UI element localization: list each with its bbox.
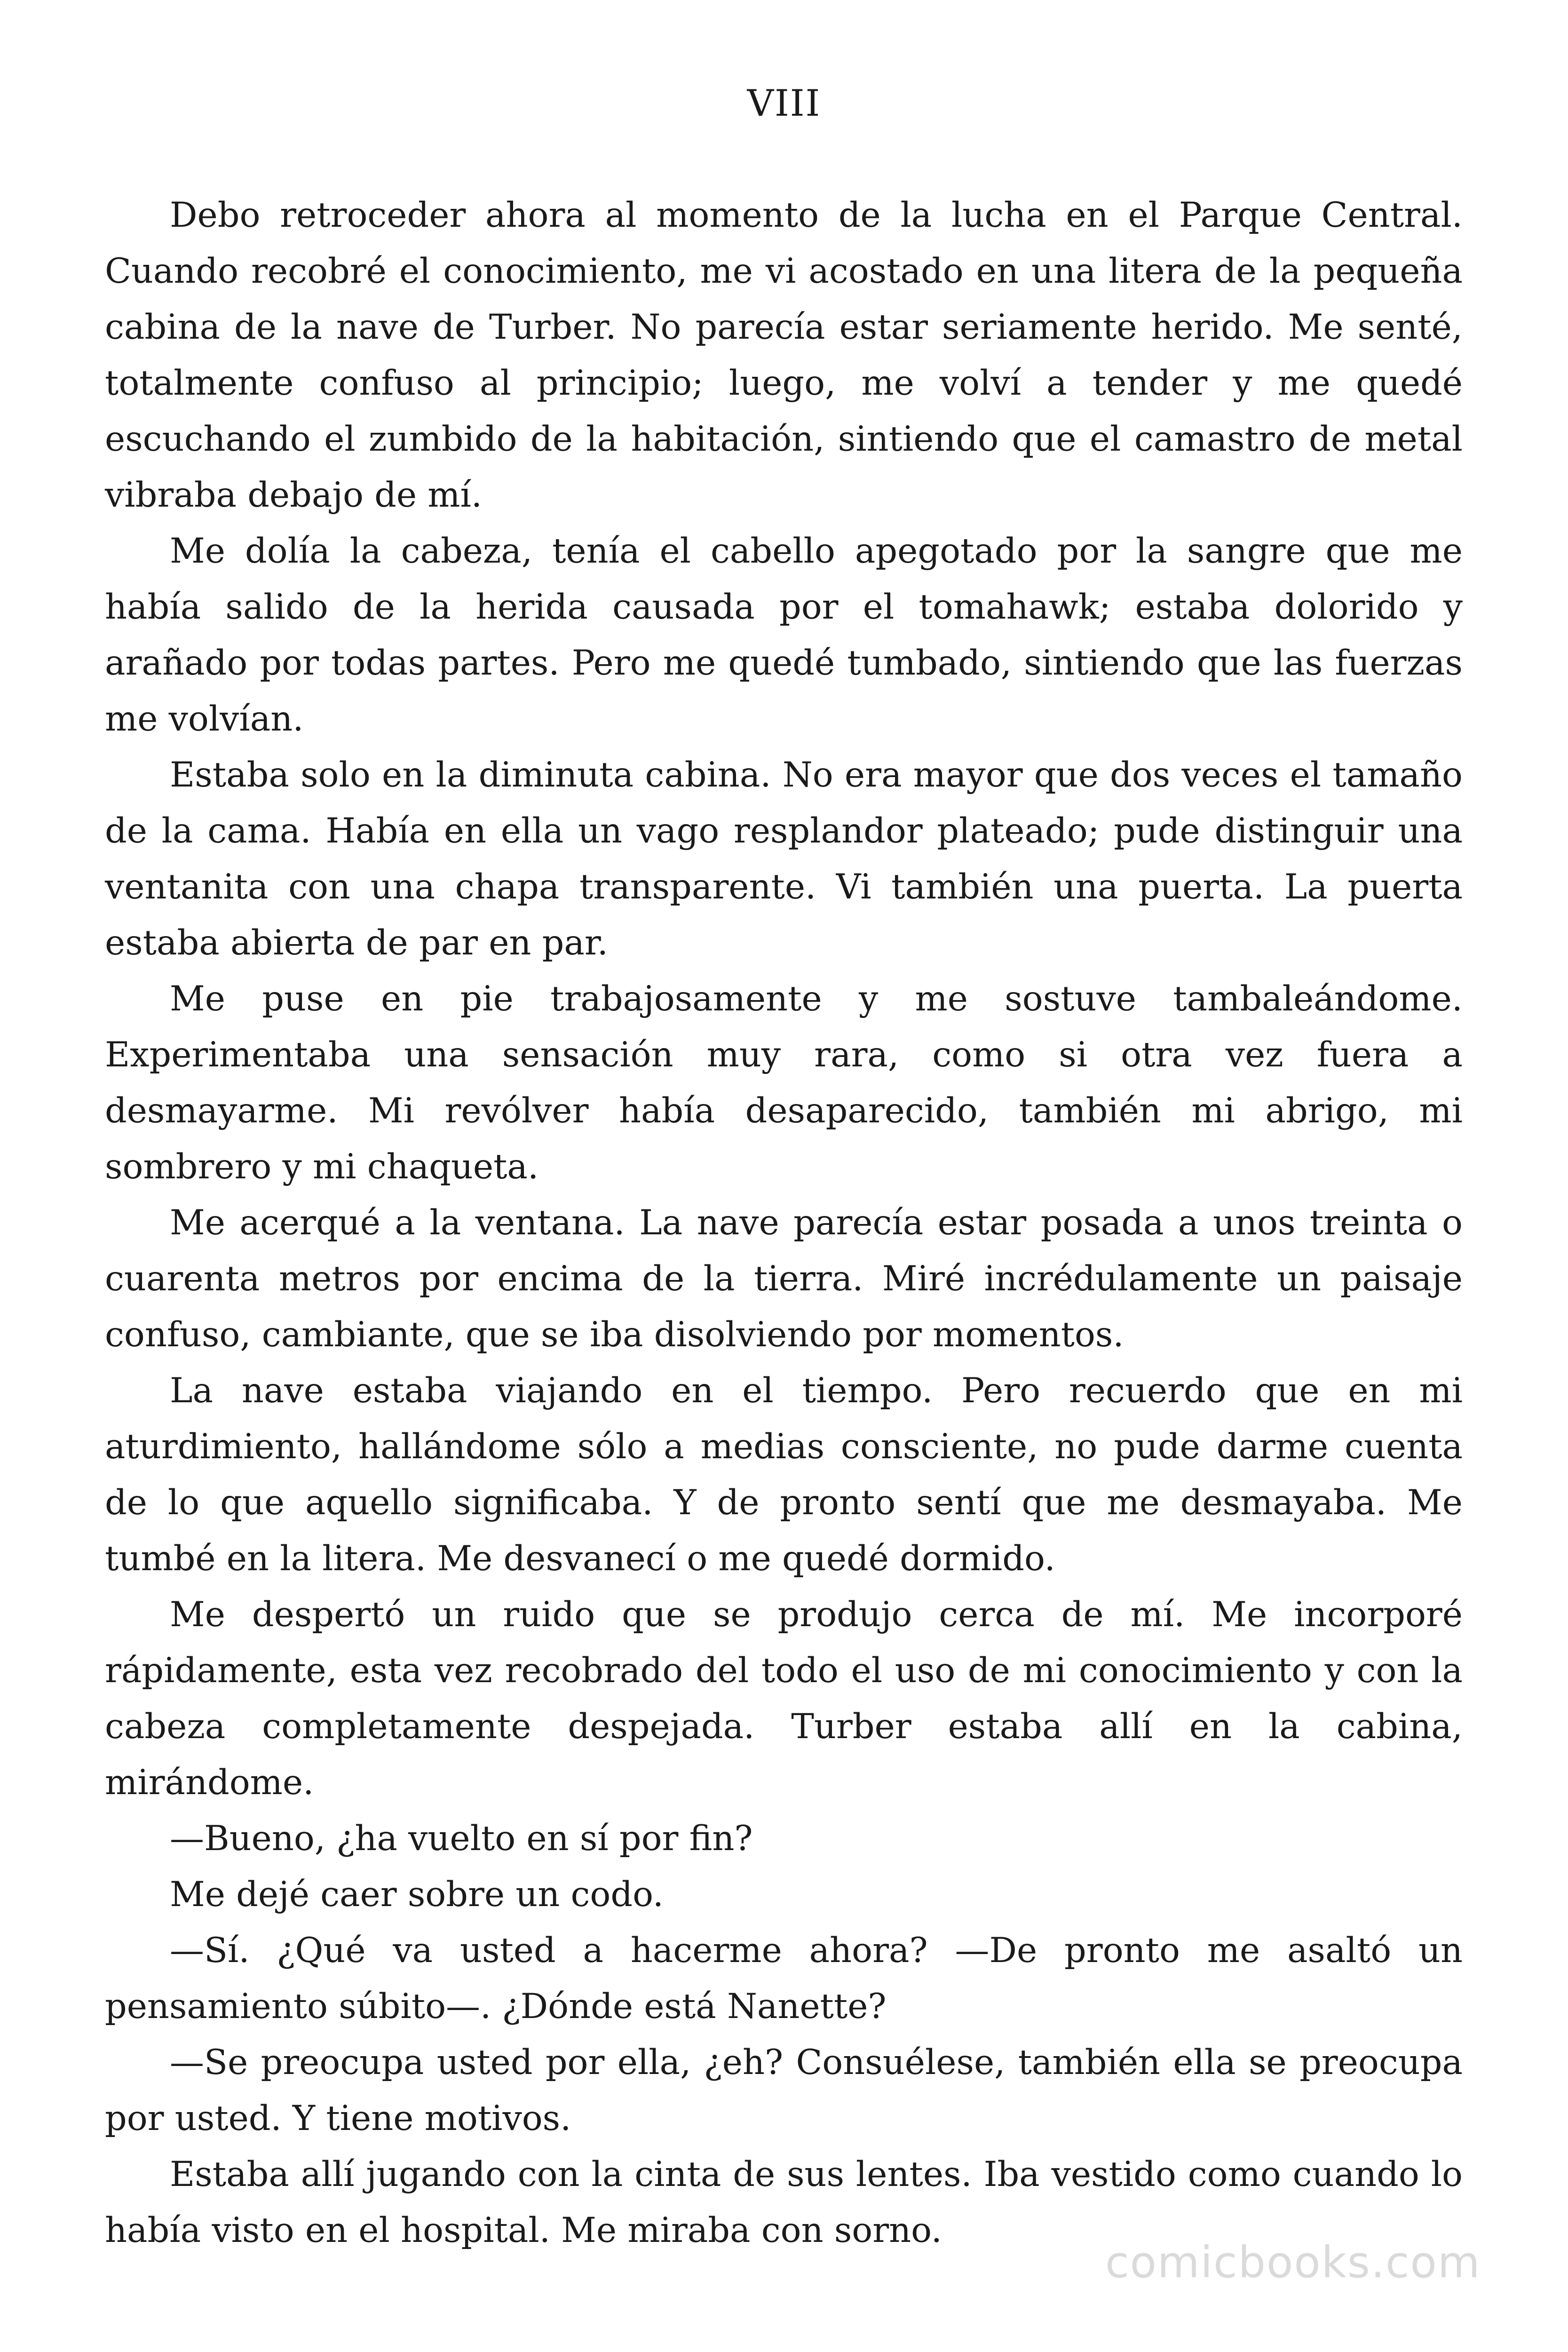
chapter-heading: VIII (747, 82, 821, 125)
paragraph: Me despertó un ruido que se produjo cerca de mí. Me incorporé rápidamente, esta vez recobrado del todo el uso de mi conocimiento y con la cabeza completamente despejada. Turber estaba allí en la cabina, mirándome. (105, 1595, 1463, 1803)
paragraph: Me dejé caer sobre un codo. (170, 1875, 664, 1915)
paragraph: Estaba allí jugando con la cinta de sus lentes. Iba vestido como cuando lo había visto en el hospital. Me miraba con sorno. (105, 2154, 1463, 2250)
paragraph: Me acerqué a la ventana. La nave parecía estar posada a unos treinta o cuarenta metros por encima de la tierra. Miré incrédulamente un paisaje confuso, cambiante, que se iba disolviendo por momentos. (105, 1203, 1463, 1355)
dialogue-paragraph: —Sí. ¿Qué va usted a hacerme ahora? —De pronto me asaltó un pensamiento súbito—. ¿Dónde está Nanette? (105, 1931, 1463, 2026)
paragraph: Me dolía la cabeza, tenía el cabello apegotado por la sangre que me había salido de la herida causada por el tomahawk; estaba dolorido y arañado por todas partes. Pero me quedé tumbado, sintiendo que las fuerzas me volvían. (105, 531, 1463, 739)
watermark: comicbooks.com (1105, 2237, 1481, 2288)
dialogue-paragraph: —Bueno, ¿ha vuelto en sí por fin? (170, 1819, 753, 1859)
chapter-text (105, 187, 1463, 2258)
paragraph: Estaba solo en la diminuta cabina. No era mayor que dos veces el tamaño de la cama. Había en ella un vago resplandor plateado; pude distinguir una ventanita con una chapa transparente. Vi también una puerta. La puerta estaba abierta de par en par. (105, 755, 1463, 963)
paragraph: Me puse en pie trabajosamente y me sostuve tambaleándome. Experimentaba una sensación muy rara, como si otra vez fuera a desmayarme. Mi revólver había desaparecido, también mi abrigo, mi sombrero y mi chaqueta. (105, 979, 1463, 1187)
paragraph: La nave estaba viajando en el tiempo. Pero recuerdo que en mi aturdimiento, hallándome sólo a medias consciente, no pude darme cuenta de lo que aquello significaba. Y de pronto sentí que me desmayaba. Me tumbé en la litera. Me desvanecí o me quedé dormido. (105, 1371, 1463, 1579)
dialogue-paragraph: —Se preocupa usted por ella, ¿eh? Consuélese, también ella se preocupa por usted. Y tiene motivos. (105, 2042, 1463, 2138)
paragraph: Debo retroceder ahora al momento de la lucha en el Parque Central. Cuando recobré el conocimiento, me vi acostado en una litera de la pequeña cabina de la nave de Turber. No parecía estar seriamente herido. Me senté, totalmente confuso al principio; luego, me volví a tender y me quedé escuchando el zumbido de la habitación, sintiendo que el camastro de metal vibraba debajo de mí. (105, 195, 1463, 515)
